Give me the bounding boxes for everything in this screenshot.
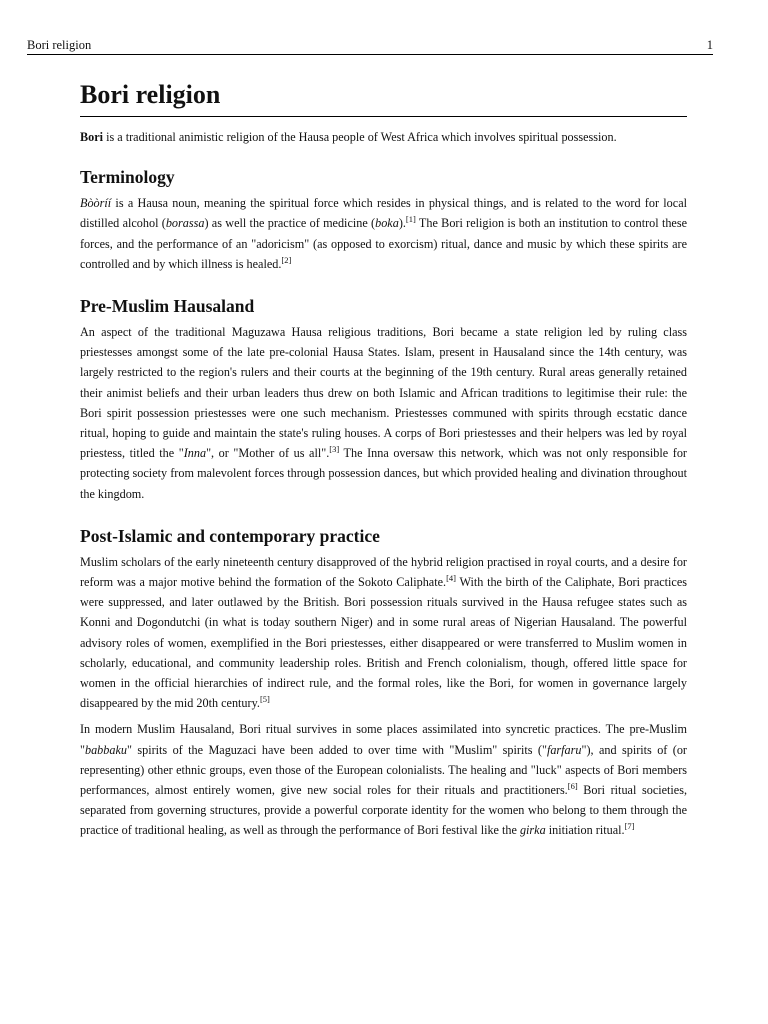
citation-link[interactable]: [5] — [259, 694, 270, 705]
text-run: initiation ritual. — [545, 823, 625, 838]
article-body — [80, 76, 687, 841]
section-heading-pre-muslim-hausaland: Pre-Muslim Hausaland — [80, 296, 255, 317]
section-heading-terminology: Terminology — [80, 167, 175, 188]
intro-text: is a traditional animistic religion of the Hausa people of West Africa which involves spiritual possession. — [103, 130, 617, 144]
term-italic: Bòòríí — [80, 196, 112, 211]
italic-run: babbaku — [84, 742, 127, 757]
italic-run: farfaru — [546, 742, 582, 757]
post-islamic-paragraph-2 — [80, 719, 687, 840]
citation-link[interactable]: [7] — [624, 821, 635, 832]
citation-link[interactable]: [1] — [405, 214, 416, 225]
intro-paragraph — [80, 127, 687, 147]
post-islamic-paragraph-1 — [80, 552, 687, 714]
text-run: An aspect of the traditional Maguzawa Hausa religious traditions, Bori became a state religion led by ruling class priestesses amongst some of the late pre-colonial Hausa States. Islam, present in Hausaland since the 14th century, was largely restricted to the region's rulers and their courts at the beginning of the 19th century. Rural areas generally retained their animist beliefs and their urban leaders thus drew on both Islamic and African traditions to legitimise their rule: the Bori spirit possession priestesses were one such mechanism. Priestesses communed with spirits through ecstatic dance ritual, hoping to guide and maintain the state's ruling houses. A corps of Bori priestesses and their helpers was led by royal priestess, titled the " — [80, 325, 687, 461]
running-header — [27, 36, 713, 55]
citation-link[interactable]: [2] — [281, 254, 292, 265]
text-run: ) as well the practice of medicine ( — [204, 216, 376, 231]
italic-run: boka — [375, 216, 399, 231]
text-run: " spirits of the Maguzaci have been added to over time with "Muslim" spirits (" — [126, 742, 547, 757]
text-run: The Bori religion is both an institution to control these forces, and the performance of an "adoricism" (as opposed to exorcism) ritual, dance and music by which these spirits are controlled and by which illness is healed. — [80, 216, 687, 271]
text-run: The Inna oversaw this network, which was not only responsible for protecting society from malevolent forces through possession dances, but which provided healing and divination throughout the kingdom. — [80, 446, 687, 501]
text-run: "), and spirits of (or representing) other ethnic groups, even those of the European colonialists. The healing and "luck" aspects of Bori members performances, almost entirely women, give new social roles for their rituals and practitioners. — [80, 742, 687, 798]
text-run: With the birth of the Caliphate, Bori practices were suppressed, and later outlawed by the British. Bori possession rituals survived in the Hausa refugee states such as Konni and Dogondutchi (in what is today southern Niger) and in some rural areas of Nigerian Hausaland. The powerful advisory roles of women, exemplified in the Bori priestesses, either disappeared or were transferred to Muslim women in scholarly, educational, and community leadership roles. British and French colonialism, though, offered little space for women in the official hierarchies of indirect rule, and the formal roles, like the Bori, for women in governance largely disappeared by the mid 20th century. — [80, 575, 687, 711]
text-run: ", or "Mother of us all". — [206, 446, 330, 461]
text-run: In modern Muslim Hausaland, Bori ritual survives in some places assimilated into syncretic practices. The pre-Muslim " — [80, 722, 687, 757]
intro-bold-term: Bori — [80, 130, 104, 144]
article-title: Bori religion — [80, 76, 687, 117]
italic-run: borassa — [165, 216, 205, 231]
citation-link[interactable]: [3] — [329, 444, 340, 455]
text-run: ). — [398, 216, 406, 231]
citation-link[interactable]: [4] — [446, 573, 456, 584]
pre-muslim-paragraph — [80, 322, 687, 504]
italic-run: Inna — [183, 446, 207, 461]
terminology-paragraph — [80, 193, 687, 274]
text-run: Bori ritual societies, separated from governing structures, provide a powerful corporate identity for the women who belong to them through the practice of traditional healing, as well as through the performance of Bori festival like the — [80, 783, 687, 838]
text-run: Muslim scholars of the early nineteenth century disapproved of the hybrid religion practised in royal courts, and a desire for reform was a major motive behind the formation of the Sokoto Caliphate. — [80, 554, 687, 590]
italic-run: girka — [519, 823, 546, 838]
text-run: is a Hausa noun, meaning the spiritual force which resides in physical things, and is related to the word for local distilled alcohol ( — [80, 196, 687, 231]
section-heading-post-islamic-practice: Post-Islamic and contemporary practice — [80, 525, 380, 546]
running-title: Bori religion — [27, 38, 92, 52]
page-number: 1 — [706, 38, 713, 52]
citation-link[interactable]: [6] — [567, 781, 578, 792]
